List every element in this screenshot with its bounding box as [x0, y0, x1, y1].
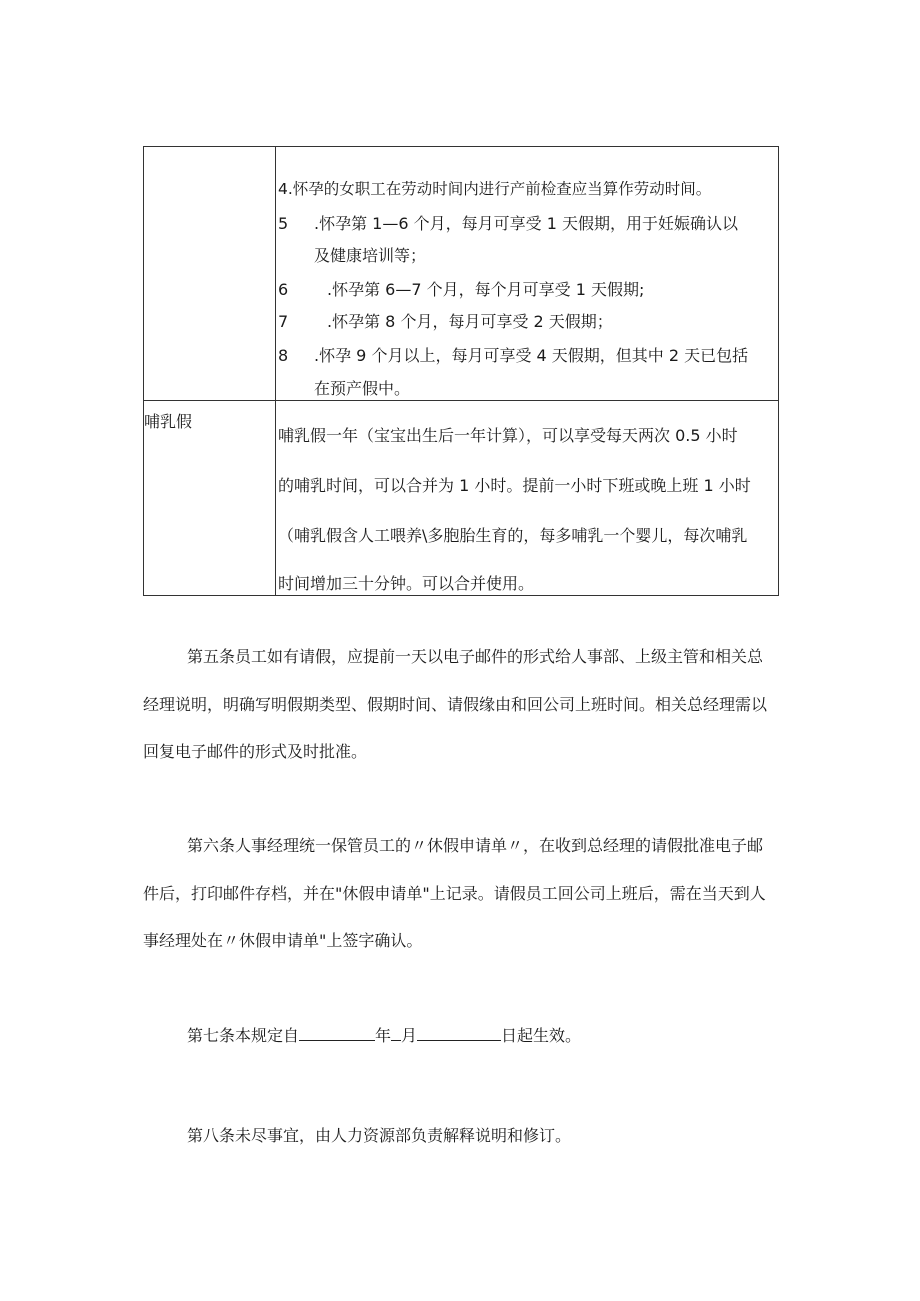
year-blank [299, 1026, 375, 1041]
nursing-leave-line-1: 哺乳假一年（宝宝出生后一年计算），可以享受每天两次 0.5 小时 [278, 426, 738, 445]
pregnancy-rule-8-cont: 在预产假中。 [314, 379, 411, 398]
list-number: 6 [278, 280, 289, 299]
article-5-line-1: 第五条员工如有请假，应提前一天以电子邮件的形式给人事部、上级主管和相关总 [187, 647, 764, 666]
table-row-divider [144, 400, 778, 401]
pregnancy-rule-7: .怀孕第 8 个月，每月可享受 2 天假期； [327, 312, 613, 331]
list-number: 8 [278, 346, 289, 365]
leave-policy-table [143, 146, 779, 596]
table-column-divider [275, 147, 276, 595]
pregnancy-rule-5-cont: 及健康培训等； [314, 246, 427, 265]
article-6-line-2: 件后，打印邮件存档，并在"休假申请单"上记录。请假员工回公司上班后，需在当天到人 [143, 884, 766, 903]
article-6-line-3: 事经理处在〃休假申请单"上签字确认。 [143, 931, 423, 950]
article-6-line-1: 第六条人事经理统一保管员工的〃休假申请单〃，在收到总经理的请假批准电子邮 [187, 836, 764, 855]
nursing-leave-line-3: （哺乳假含人工喂养\多胞胎生育的，每多哺乳一个婴儿，每次哺乳 [278, 526, 748, 545]
day-blank [417, 1026, 501, 1041]
article-7-year: 年 [375, 1026, 392, 1045]
nursing-leave-label: 哺乳假 [144, 412, 193, 431]
list-number: 5 [278, 214, 289, 233]
article-8: 第八条未尽事宜，由人力资源部负责解释说明和修订。 [187, 1126, 572, 1145]
article-7-month: 月 [401, 1026, 418, 1045]
pregnancy-rule-8: .怀孕 9 个月以上，每月可享受 4 天假期，但其中 2 天已包括 [314, 346, 749, 365]
pregnancy-rule-4: 4.怀孕的女职工在劳动时间内进行产前检查应当算作劳动时间。 [278, 180, 712, 198]
nursing-leave-line-4: 时间增加三十分钟。可以合并使用。 [278, 574, 535, 593]
list-number: 7 [278, 312, 289, 331]
month-blank [391, 1026, 401, 1041]
pregnancy-rule-5: .怀孕第 1—6 个月，每月可享受 1 天假期，用于妊娠确认以 [314, 214, 738, 233]
article-5-line-3: 回复电子邮件的形式及时批准。 [143, 742, 368, 761]
article-7-suffix: 日起生效。 [501, 1026, 582, 1045]
pregnancy-rule-6: .怀孕第 6—7 个月，每个月可享受 1 天假期; [327, 280, 645, 299]
article-7-prefix: 第七条本规定自 [187, 1026, 300, 1045]
nursing-leave-line-2: 的哺乳时间，可以合并为 1 小时。提前一小时下班或晚上班 1 小时 [278, 476, 751, 495]
article-5-line-2: 经理说明，明确写明假期类型、假期时间、请假缘由和回公司上班时间。相关总经理需以 [143, 695, 768, 714]
article-7 [187, 1024, 581, 1048]
